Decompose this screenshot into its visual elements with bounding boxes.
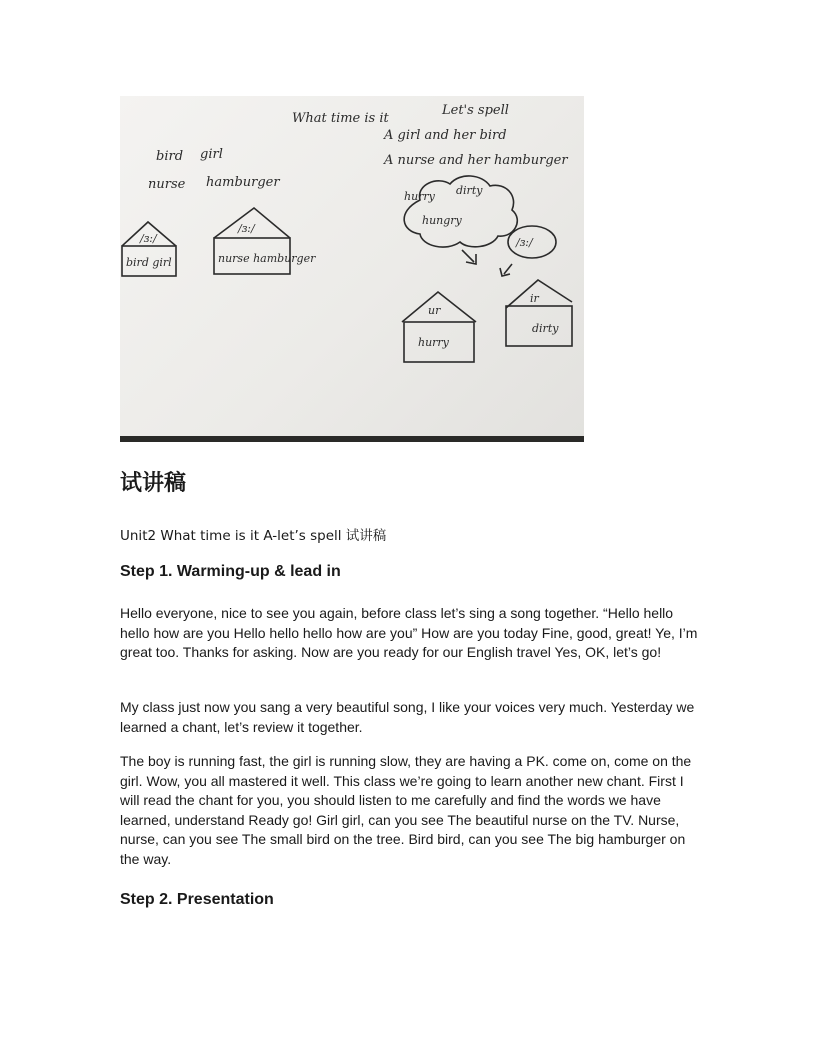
photo-bottom-edge [120, 436, 584, 442]
house-3 [402, 292, 476, 362]
board-line-nurse-hamburger: A nurse and her hamburger [384, 153, 568, 168]
board-word-hamburger: hamburger [206, 175, 280, 190]
board-lesson-label: Let's spell [442, 103, 509, 118]
board-word-girl: girl [200, 147, 223, 162]
board-word-nurse: nurse [148, 177, 186, 192]
step-2-title: Step 2. Presentation [120, 891, 274, 908]
board-word-bird: bird [156, 149, 184, 164]
house-4-body-text: dirty [532, 322, 559, 335]
house-1-roof-text: /ɜ:/ [140, 232, 157, 245]
whiteboard-drawing [120, 96, 584, 442]
house-3-body-text: hurry [418, 336, 449, 349]
house-4-roof-text: ir [530, 292, 539, 305]
page-heading: 试讲稿 [120, 471, 187, 496]
cloud-word-hurry: hurry [404, 190, 435, 203]
whiteboard-photo [120, 96, 584, 442]
sound-bubble [508, 226, 556, 258]
house-2-roof-text: /ɜ:/ [238, 222, 255, 235]
house-1 [122, 222, 176, 276]
house-4 [506, 280, 572, 346]
arrow-down-right [504, 264, 512, 274]
paragraph-2: My class just now you sang a very beautiful song, I like your voices very much. Yesterday we learned a chant, let’s review it together. [120, 699, 695, 735]
thought-cloud [404, 176, 517, 247]
paragraph-1: Hello everyone, nice to see you again, before class let’s sing a song together. “Hello hello hello how are you Hello hello hello how are you” How are you today Fine, good, great! Ye, I’m great too. Thanks for asking. Now are you ready for our English travel Yes, OK, let’s go! [120, 605, 698, 660]
arrow-down-left [462, 250, 474, 262]
step-1-title: Step 1. Warming-up & lead in [120, 563, 341, 580]
house-2 [214, 208, 316, 274]
house-2-body-text: nurse hamburger [218, 252, 316, 265]
house-1-body-text: bird girl [126, 256, 172, 269]
board-line-girl-bird: A girl and her bird [384, 128, 507, 143]
paragraph-3: The boy is running fast, the girl is running slow, they are having a PK. come on, come on the girl. Wow, you all mastered it well. This class we’re going to learn another new chant. First I will read the chant for you, you should listen to me carefully and find the words we have learned, understand Ready go! Girl girl, can you see The beautiful nurse on the TV. Nurse, nurse, can you see The small bird on the tree. Bird bird, can you see The big hamburger on the way. [120, 753, 692, 867]
board-title: What time is it [292, 111, 389, 126]
cloud-word-dirty: dirty [456, 184, 483, 197]
cloud-word-hungry: hungry [422, 214, 462, 227]
house-3-roof-text: ur [428, 304, 441, 317]
lesson-subtitle: Unit2 What time is it A-let’s spell 试讲稿 [120, 528, 387, 544]
bubble-sound-text: /ɜ:/ [516, 236, 533, 249]
